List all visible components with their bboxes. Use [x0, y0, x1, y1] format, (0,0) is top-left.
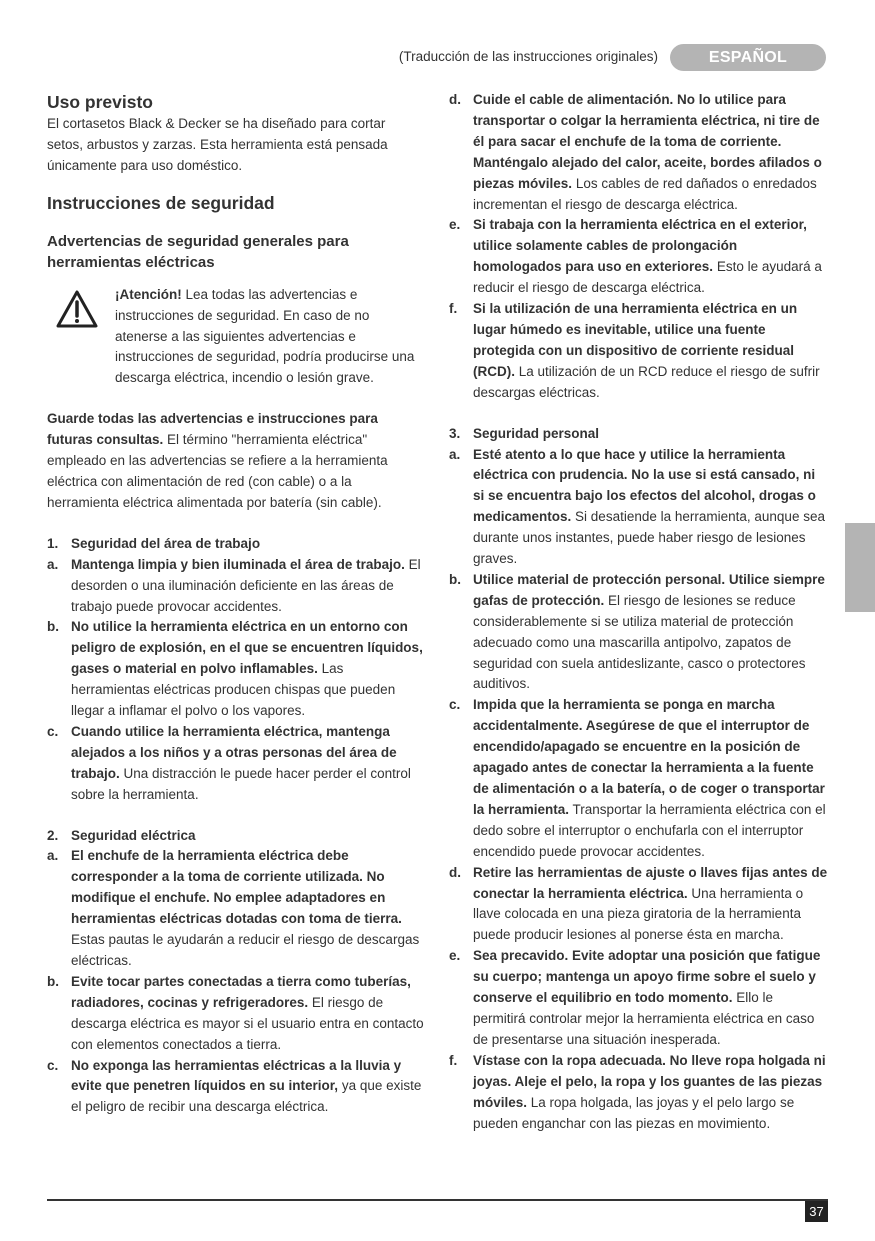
left-column — [47, 90, 425, 1118]
list-item: a. Mantenga limpia y bien iluminada el área de trabajo. El desorden o una iluminación deficiente en las áreas de trabajo puede provocar accidentes. — [47, 556, 421, 614]
list-item: c. No exponga las herramientas eléctricas a la lluvia y evite que penetren líquidos en su interior, ya que existe el peligro de recibir una descarga eléctrica. — [47, 1057, 422, 1115]
list-item: e. Sea precavido. Evite adoptar una posición que fatigue su cuerpo; mantenga un apoyo firme sobre el suelo y conserve el equilibrio en todo momento. Ello le permitirá controlar mejor la herramienta eléctrica en caso de presentarse una situación inesperada. — [449, 948, 821, 1047]
page-number: 37 — [805, 1201, 828, 1222]
instrucciones-heading: Instrucciones de seguridad — [47, 192, 275, 213]
right-column — [449, 90, 828, 1134]
uso-previsto-heading: Uso previsto — [47, 92, 153, 112]
guarde-paragraph — [47, 409, 425, 514]
translation-note: (Traducción de las instrucciones originales) — [398, 49, 658, 64]
guarde-bold: Guarde todas las advertencias e instrucciones para futuras consultas. — [47, 411, 378, 448]
advertencias-heading: Advertencias de seguridad generales para herramientas eléctricas — [47, 232, 349, 271]
list-item: d. Retire las herramientas de ajuste o llaves fijas antes de conectar la herramienta eléctrica. Una herramienta o llave colocada en una pieza giratoria de la herramienta puede producir lesiones al ponerse ésta en marcha. — [449, 864, 828, 943]
list-item: b. No utilice la herramienta eléctrica en un entorno con peligro de explosión, en el que se encuentren líquidos, gases o material en polvo inflamables. Las herramientas eléctricas producen chispas que pueden llegar a inflamar el polvo o los vapores. — [47, 619, 423, 719]
list-item: f. Vístase con la ropa adecuada. No lleve ropa holgada ni joyas. Aleje el pelo, la ropa y los guantes de las piezas móviles. La ropa holgada, las joyas y el pelo largo se pueden enganchar con las piezas en movimiento. — [449, 1052, 826, 1131]
list-item: e. Si trabaja con la herramienta eléctrica en el exterior, utilice solamente cables de prolongación homologados para uso en exteriores. Esto le ayudará a reducir el riesgo de descarga eléctrica. — [449, 217, 822, 296]
section-1-heading: 1. Seguridad del área de trabajo — [47, 535, 261, 551]
uso-previsto-text: El cortasetos Black & Decker se ha diseñado para cortar setos, arbustos y zarzas. Esta herramienta está pensada únicamente para uso doméstico. — [47, 116, 388, 173]
language-badge: ESPAÑOL — [670, 44, 826, 71]
warning-bold: ¡Atención! — [115, 286, 182, 302]
list-item: b. Evite tocar partes conectadas a tierra como tuberías, radiadores, cocinas y refrigeradores. El riesgo de descarga eléctrica es mayor si el usuario entra en contacto con elementos conectados a tierra. — [47, 973, 424, 1052]
list-item: a. El enchufe de la herramienta eléctrica debe corresponder a la toma de corriente utilizada. No modifique el enchufe. No emplee adaptadores en herramientas eléctricas dotadas con toma de tierra. Estas pautas le ayudarán a reducir el riesgo de descargas eléctricas. — [47, 848, 420, 968]
list-item: c. Cuando utilice la herramienta eléctrica, mantenga alejados a los niños y a otras personas del área de trabajo. Una distracción le puede hacer perder el control sobre la herramienta. — [47, 723, 411, 802]
warning-triangle-icon — [55, 289, 99, 336]
section-3-heading: 3. Seguridad personal — [449, 425, 600, 441]
warning-block — [47, 285, 425, 390]
list-item: c. Impida que la herramienta se ponga en marcha accidentalmente. Asegúrese de que el interruptor de encendido/apagado se encuentre en la posición de apagado antes de conectar la herramienta a la fuente de alimentación o a la batería, o de coger o transportar la herramienta. Transportar la herramienta eléctrica con el dedo sobre el interruptor o enchufarla con el interruptor encendido puede provocar accidentes. — [449, 697, 826, 859]
section-2-heading: 2. Seguridad eléctrica — [47, 827, 196, 843]
footer-divider — [47, 1199, 828, 1201]
section-side-tab — [845, 523, 875, 612]
guarde-text: El término "herramienta eléctrica" empleado en las advertencias se refiere a la herramienta eléctrica con alimentación de red (con cable) o a la herramienta eléctrica alimentada por batería (sin cable). — [47, 432, 388, 510]
list-item: a. Esté atento a lo que hace y utilice la herramienta eléctrica con prudencia. No la use si está cansado, ni si se encuentra bajo los efectos del alcohol, drogas o medicamentos. Si desatiende la herramienta, aunque sea durante unos instantes, puede haber riesgo de lesiones graves. — [449, 446, 825, 567]
list-item: f. Si la utilización de una herramienta eléctrica en un lugar húmedo es inevitable, utilice una fuente protegida con un dispositivo de corriente residual (RCD). La utilización de un RCD reduce el riesgo de sufrir descargas eléctricas. — [449, 301, 820, 400]
warning-text: Lea todas las advertencias e instrucciones de seguridad. En caso de no atenerse a las siguientes advertencias e instrucciones de seguridad, podría producirse una descarga eléctrica, incendio o lesión grave. — [115, 286, 415, 386]
list-item: b. Utilice material de protección personal. Utilice siempre gafas de protección. El riesgo de lesiones se reduce considerablemente si se utiliza material de protección adecuado como una mascarilla antipolvo, zapatos de seguridad con suela antideslizante, casco o protectores auditivos. — [449, 571, 825, 692]
list-item: d. Cuide el cable de alimentación. No lo utilice para transportar o colgar la herramienta eléctrica, ni tire de él para sacar el enchufe de la toma de corriente. Manténgalo alejado del calor, aceite, bordes afilados o piezas móviles. Los cables de red dañados o enredados incrementan el riesgo de descarga eléctrica. — [449, 92, 822, 212]
